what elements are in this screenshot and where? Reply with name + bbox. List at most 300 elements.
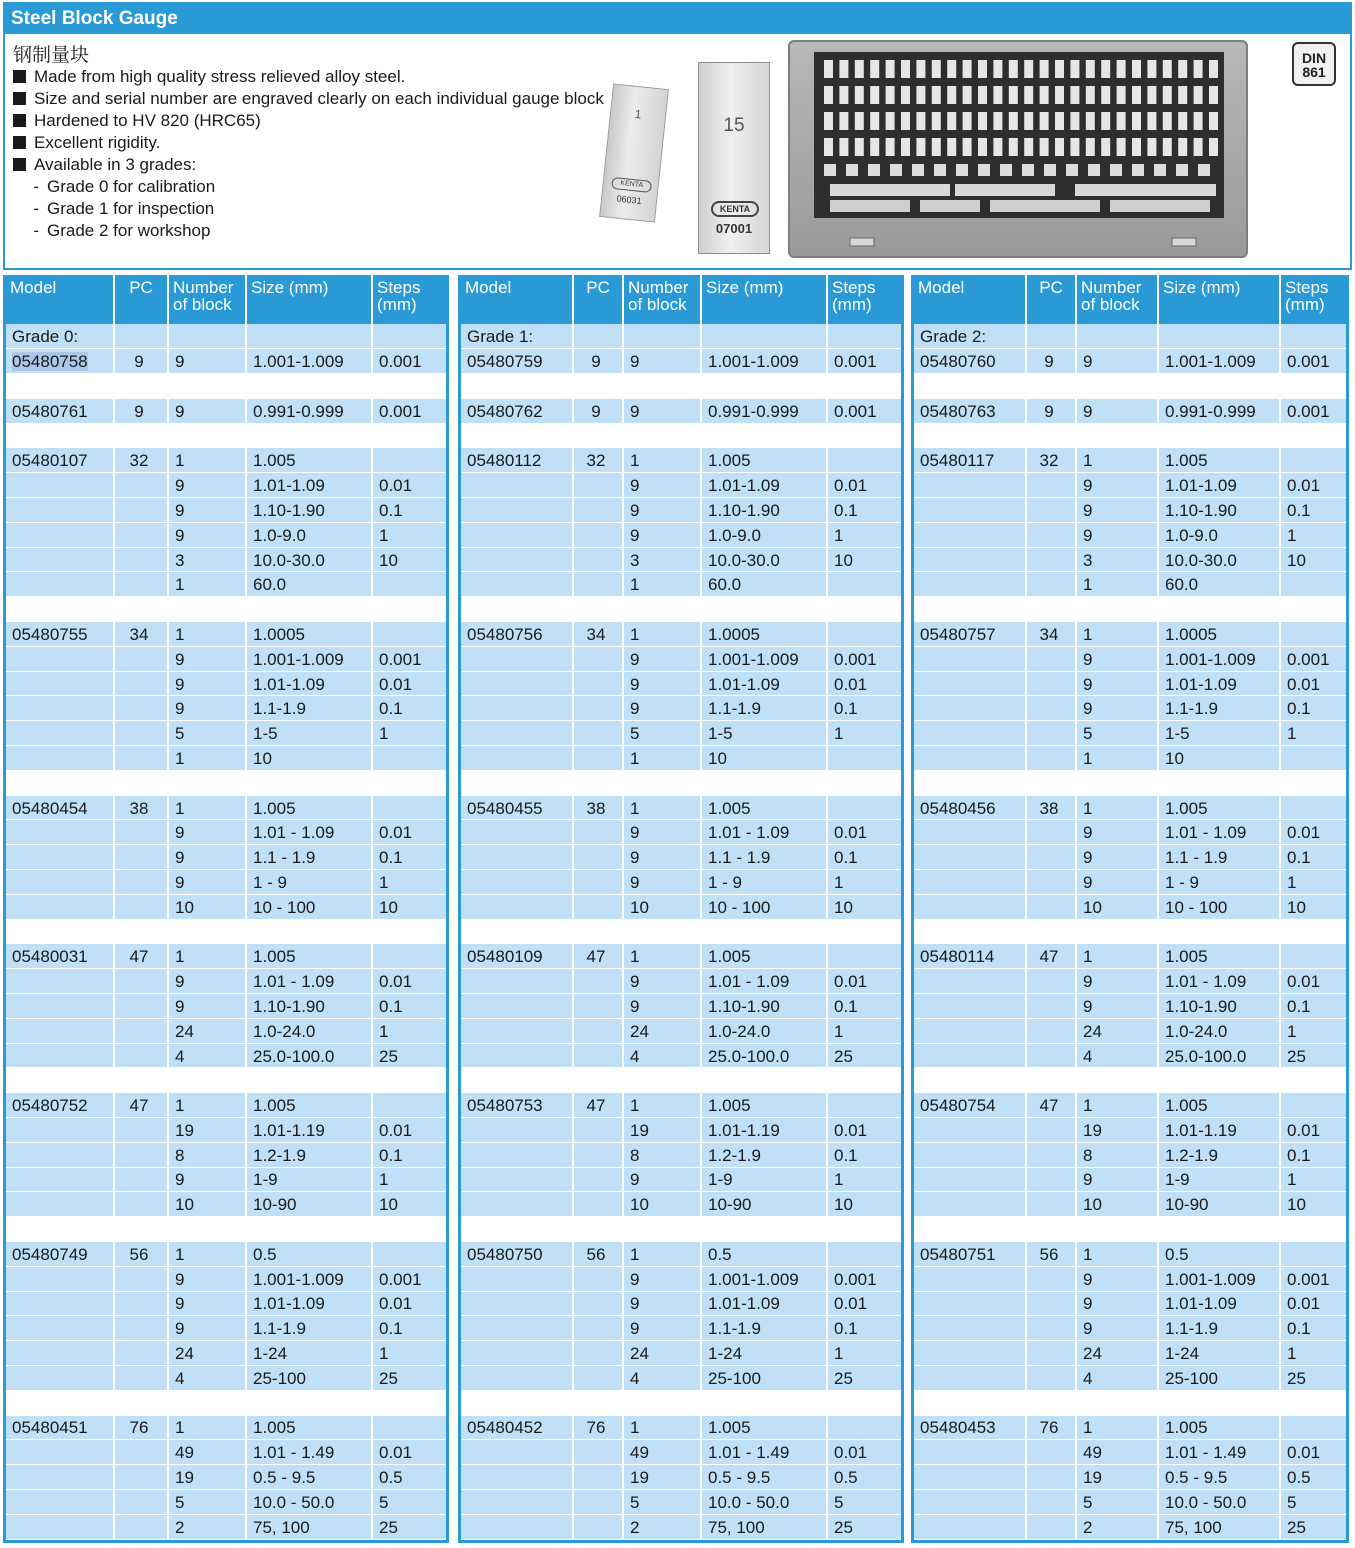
size-cell: 1.001-1.009 xyxy=(1158,1266,1280,1291)
size-cell: 1.01 - 1.09 xyxy=(246,820,372,845)
model-cell xyxy=(914,845,1026,870)
size-cell: 1.005 xyxy=(1158,795,1280,820)
model-cell xyxy=(914,498,1026,523)
steps-cell xyxy=(372,1093,446,1118)
pc-cell xyxy=(1026,1440,1076,1465)
table-row xyxy=(461,547,901,572)
table-row xyxy=(461,1118,901,1143)
block-count-cell: 8 xyxy=(168,1142,246,1167)
table-row xyxy=(914,448,1346,473)
block-count-cell: 9 xyxy=(1076,845,1158,870)
table-row xyxy=(461,349,901,374)
case-block-slot xyxy=(824,138,833,156)
case-latch-icon xyxy=(850,238,874,246)
table-row xyxy=(914,522,1346,547)
table-row xyxy=(6,448,446,473)
page-title: Steel Block Gauge xyxy=(11,8,178,29)
block-count-cell: 10 xyxy=(1076,894,1158,919)
size-cell: 10 xyxy=(246,746,372,771)
case-block-slot xyxy=(870,60,879,78)
model-cell xyxy=(914,1341,1026,1366)
model-cell: 05480456 xyxy=(914,795,1026,820)
pc-cell xyxy=(1026,1018,1076,1043)
steps-cell: 0.001 xyxy=(827,1266,901,1291)
size-cell: 1.001-1.009 xyxy=(246,1266,372,1291)
steps-cell: 0.1 xyxy=(827,845,901,870)
model-cell xyxy=(6,1514,114,1539)
table-row xyxy=(914,721,1346,746)
model-cell: 05480761 xyxy=(6,398,114,423)
table-row xyxy=(6,1241,446,1266)
model-cell xyxy=(6,572,114,597)
steps-cell: 1 xyxy=(1280,522,1346,547)
size-cell: 10.0 - 50.0 xyxy=(701,1489,827,1514)
case-block-slot xyxy=(1024,112,1033,130)
spacer-cell xyxy=(6,919,446,944)
case-block-slot xyxy=(1178,86,1187,104)
steps-cell: 1 xyxy=(372,721,446,746)
table-row xyxy=(914,1192,1346,1217)
table-row xyxy=(6,944,446,969)
size-cell: 1.01 - 1.49 xyxy=(1158,1440,1280,1465)
table-row xyxy=(461,845,901,870)
table-row xyxy=(461,646,901,671)
steps-cell: 0.01 xyxy=(827,1291,901,1316)
model-cell xyxy=(914,994,1026,1019)
case-block-slot xyxy=(978,112,987,130)
block-count-cell: 9 xyxy=(1076,1266,1158,1291)
case-block-slot xyxy=(839,112,848,130)
model-cell xyxy=(461,547,573,572)
case-block-slot xyxy=(1163,60,1172,78)
group-spacer xyxy=(461,919,901,944)
case-block-slot xyxy=(1209,86,1218,104)
table-row xyxy=(914,746,1346,771)
feature-item xyxy=(13,110,604,132)
column-header: Size (mm) xyxy=(1158,275,1280,324)
case-block-slot xyxy=(1163,138,1172,156)
steps-cell: 0.1 xyxy=(372,994,446,1019)
model-cell: 05480453 xyxy=(914,1415,1026,1440)
steps-cell: 0.5 xyxy=(1280,1465,1346,1490)
model-cell xyxy=(461,696,573,721)
bullet-square-icon xyxy=(13,92,26,105)
case-block-slot xyxy=(1040,112,1049,130)
size-cell: 1.01-1.19 xyxy=(701,1118,827,1143)
table-row xyxy=(461,1043,901,1068)
block-count-cell: 19 xyxy=(168,1118,246,1143)
case-block-slot xyxy=(1055,138,1064,156)
model-cell: 05480452 xyxy=(461,1415,573,1440)
feature-text: Excellent rigidity. xyxy=(34,133,161,152)
case-block-slot xyxy=(855,86,864,104)
model-cell: 05480109 xyxy=(461,944,573,969)
pc-cell xyxy=(1026,1365,1076,1390)
table-row xyxy=(6,1341,446,1366)
pc-cell xyxy=(1026,572,1076,597)
block-count-cell: 24 xyxy=(623,1341,701,1366)
size-cell: 1.01 - 1.49 xyxy=(701,1440,827,1465)
pc-cell: 56 xyxy=(114,1241,168,1266)
case-block-slot xyxy=(1040,86,1049,104)
case-block-slot xyxy=(1055,86,1064,104)
group-spacer xyxy=(461,597,901,622)
block-count-cell: 5 xyxy=(623,1489,701,1514)
block-count-cell: 24 xyxy=(1076,1018,1158,1043)
table-row xyxy=(914,398,1346,423)
size-cell: 10.0-30.0 xyxy=(701,547,827,572)
pc-cell xyxy=(1026,473,1076,498)
table-row xyxy=(6,1365,446,1390)
model-cell xyxy=(461,1043,573,1068)
table-row xyxy=(461,572,901,597)
case-block-slot xyxy=(1086,86,1095,104)
table-row xyxy=(461,1341,901,1366)
case-block-slot xyxy=(1040,60,1049,78)
size-cell: 1-24 xyxy=(1158,1341,1280,1366)
block-count-cell: 9 xyxy=(623,870,701,895)
steps-cell: 25 xyxy=(827,1365,901,1390)
group-spacer xyxy=(6,919,446,944)
pc-cell xyxy=(1026,820,1076,845)
steps-cell: 10 xyxy=(1280,547,1346,572)
block-count-cell: 9 xyxy=(1076,870,1158,895)
steps-cell: 10 xyxy=(827,1192,901,1217)
bullet-square-icon xyxy=(13,70,26,83)
grade-label-row xyxy=(461,324,901,349)
model-cell: 05480455 xyxy=(461,795,573,820)
model-cell: 05480031 xyxy=(6,944,114,969)
block-count-cell: 9 xyxy=(1076,671,1158,696)
model-cell xyxy=(6,349,114,374)
block-count-cell: 10 xyxy=(168,1192,246,1217)
case-block-slot xyxy=(1178,60,1187,78)
table-row xyxy=(914,845,1346,870)
case-block-slot xyxy=(830,200,910,212)
spacer-cell xyxy=(914,423,1346,448)
pc-cell: 56 xyxy=(573,1241,623,1266)
empty-cell xyxy=(573,324,623,349)
pc-cell xyxy=(1026,646,1076,671)
model-cell xyxy=(6,969,114,994)
steps-cell: 25 xyxy=(827,1514,901,1539)
steps-cell: 25 xyxy=(1280,1514,1346,1539)
size-cell: 25-100 xyxy=(246,1365,372,1390)
model-cell xyxy=(461,820,573,845)
pc-cell xyxy=(114,845,168,870)
model-cell xyxy=(6,870,114,895)
model-cell xyxy=(461,1341,573,1366)
case-block-slot xyxy=(955,184,1055,196)
case-block-slot xyxy=(956,164,968,176)
block-count-cell: 9 xyxy=(168,671,246,696)
model-cell xyxy=(461,1118,573,1143)
case-block-slot xyxy=(1000,164,1012,176)
table-row xyxy=(6,1489,446,1514)
case-block-slot xyxy=(901,86,910,104)
pc-cell xyxy=(114,1043,168,1068)
pc-cell: 38 xyxy=(114,795,168,820)
model-cell xyxy=(914,820,1026,845)
steps-cell: 0.001 xyxy=(372,349,446,374)
table-row xyxy=(914,349,1346,374)
table-row xyxy=(461,473,901,498)
case-block-slot xyxy=(1075,184,1170,196)
size-cell: 1.01-1.09 xyxy=(246,1291,372,1316)
table-row xyxy=(914,1018,1346,1043)
pc-cell xyxy=(1026,1514,1076,1539)
block-count-cell: 1 xyxy=(1076,1093,1158,1118)
table-row xyxy=(6,795,446,820)
model-cell xyxy=(6,1316,114,1341)
steps-cell: 0.1 xyxy=(1280,696,1346,721)
steps-cell: 0.01 xyxy=(372,1291,446,1316)
case-block-slot xyxy=(1070,60,1079,78)
pc-cell xyxy=(114,1167,168,1192)
table-row xyxy=(461,1142,901,1167)
case-block-slot xyxy=(1101,86,1110,104)
case-block-slot xyxy=(1117,86,1126,104)
block-count-cell: 10 xyxy=(168,894,246,919)
steps-cell: 1 xyxy=(1280,870,1346,895)
block-count-cell: 1 xyxy=(168,1241,246,1266)
table-row xyxy=(6,894,446,919)
block-count-cell: 19 xyxy=(168,1465,246,1490)
table-row xyxy=(6,1167,446,1192)
size-cell: 1.005 xyxy=(1158,448,1280,473)
steps-cell: 25 xyxy=(372,1043,446,1068)
pc-cell xyxy=(1026,547,1076,572)
block-count-cell: 9 xyxy=(168,1291,246,1316)
column-header: Steps (mm) xyxy=(1280,275,1346,324)
selected-model-text[interactable]: 05480758 xyxy=(12,352,88,372)
size-cell: 1.01-1.19 xyxy=(1158,1118,1280,1143)
table-row xyxy=(6,845,446,870)
column-header: Number of block xyxy=(168,275,246,324)
size-cell: 1-24 xyxy=(701,1341,827,1366)
pc-cell xyxy=(114,1440,168,1465)
feature-text: Grade 1 for inspection xyxy=(47,199,215,218)
table-row xyxy=(461,398,901,423)
case-block-slot xyxy=(1070,86,1079,104)
steps-cell: 0.1 xyxy=(827,696,901,721)
pc-cell xyxy=(1026,1192,1076,1217)
size-cell: 10 - 100 xyxy=(246,894,372,919)
pc-cell xyxy=(573,1365,623,1390)
table-row xyxy=(914,671,1346,696)
table-row xyxy=(914,969,1346,994)
table-row xyxy=(914,696,1346,721)
block-count-cell: 1 xyxy=(623,1415,701,1440)
size-cell: 1.01-1.09 xyxy=(1158,671,1280,696)
pc-cell: 47 xyxy=(573,1093,623,1118)
table-row xyxy=(461,1489,901,1514)
table-row xyxy=(461,1291,901,1316)
model-cell xyxy=(6,994,114,1019)
pc-cell xyxy=(1026,1489,1076,1514)
steps-cell: 0.01 xyxy=(372,473,446,498)
block-count-cell: 1 xyxy=(168,944,246,969)
feature-item xyxy=(13,154,604,176)
case-block-slot xyxy=(1086,112,1095,130)
steps-cell xyxy=(1280,1415,1346,1440)
pc-cell: 9 xyxy=(114,398,168,423)
pc-cell xyxy=(114,1489,168,1514)
pc-cell: 76 xyxy=(114,1415,168,1440)
steps-cell: 0.001 xyxy=(372,1266,446,1291)
pc-cell: 34 xyxy=(1026,622,1076,647)
block-count-cell: 8 xyxy=(623,1142,701,1167)
case-block-slot xyxy=(1055,112,1064,130)
model-cell xyxy=(461,994,573,1019)
model-cell xyxy=(6,746,114,771)
case-block-slot xyxy=(1194,138,1203,156)
size-cell: 10.0-30.0 xyxy=(1158,547,1280,572)
model-cell xyxy=(461,473,573,498)
table-row xyxy=(6,870,446,895)
table-row xyxy=(461,994,901,1019)
pc-cell xyxy=(1026,1291,1076,1316)
din-badge-line1: DIN xyxy=(1301,50,1327,66)
size-cell: 1.1 - 1.9 xyxy=(246,845,372,870)
pc-cell: 38 xyxy=(573,795,623,820)
spacer-cell xyxy=(6,374,446,399)
steps-cell xyxy=(827,448,901,473)
pc-cell: 47 xyxy=(1026,1093,1076,1118)
case-block-slot xyxy=(824,86,833,104)
dash-bullet-icon: - xyxy=(33,199,39,218)
block-count-cell: 9 xyxy=(168,1316,246,1341)
table-row xyxy=(6,1192,446,1217)
case-block-slot xyxy=(947,60,956,78)
model-cell xyxy=(461,1465,573,1490)
size-cell: 25.0-100.0 xyxy=(701,1043,827,1068)
case-block-slot xyxy=(990,200,1100,212)
steps-cell xyxy=(827,746,901,771)
model-cell: 05480753 xyxy=(461,1093,573,1118)
size-cell: 1 - 9 xyxy=(1158,870,1280,895)
steps-cell xyxy=(372,944,446,969)
block-count-cell: 9 xyxy=(168,994,246,1019)
steps-cell: 1 xyxy=(1280,1341,1346,1366)
pc-cell xyxy=(573,671,623,696)
spacer-cell xyxy=(6,770,446,795)
size-cell: 1.005 xyxy=(246,795,372,820)
table-row xyxy=(6,498,446,523)
empty-cell xyxy=(168,324,246,349)
block-count-cell: 9 xyxy=(168,646,246,671)
case-block-slot xyxy=(846,164,858,176)
grade-label: Grade 0: xyxy=(6,324,114,349)
spacer-cell xyxy=(461,597,901,622)
block-count-cell: 9 xyxy=(1076,498,1158,523)
size-cell: 1.01 - 1.09 xyxy=(246,969,372,994)
pc-cell xyxy=(573,1142,623,1167)
model-cell xyxy=(6,1043,114,1068)
model-cell: 05480759 xyxy=(461,349,573,374)
case-block-slot xyxy=(1101,112,1110,130)
model-cell xyxy=(914,1167,1026,1192)
case-block-slot xyxy=(947,112,956,130)
steps-cell: 0.01 xyxy=(372,671,446,696)
case-block-slot xyxy=(912,164,924,176)
steps-cell xyxy=(1280,944,1346,969)
size-cell: 1.01-1.19 xyxy=(246,1118,372,1143)
block-count-cell: 1 xyxy=(1076,746,1158,771)
pc-cell xyxy=(573,473,623,498)
steps-cell: 0.1 xyxy=(827,1142,901,1167)
model-cell xyxy=(461,721,573,746)
table-row xyxy=(461,1093,901,1118)
empty-cell xyxy=(1076,324,1158,349)
pc-cell xyxy=(114,522,168,547)
block-count-cell: 9 xyxy=(168,398,246,423)
case-block-slot xyxy=(1009,86,1018,104)
pc-cell xyxy=(114,1514,168,1539)
size-cell: 1.01-1.09 xyxy=(246,671,372,696)
block-count-cell: 1 xyxy=(1076,622,1158,647)
size-cell: 1.01 - 1.09 xyxy=(1158,969,1280,994)
model-cell: 05480755 xyxy=(6,622,114,647)
model-cell: 05480750 xyxy=(461,1241,573,1266)
block-count-cell: 2 xyxy=(623,1514,701,1539)
steps-cell xyxy=(1280,1241,1346,1266)
block-count-cell: 24 xyxy=(168,1018,246,1043)
model-cell xyxy=(461,1142,573,1167)
pc-cell xyxy=(1026,671,1076,696)
feature-item xyxy=(13,66,604,88)
steps-cell: 1 xyxy=(372,522,446,547)
block-count-cell: 10 xyxy=(1076,1192,1158,1217)
pc-cell xyxy=(573,1266,623,1291)
steps-cell: 10 xyxy=(827,894,901,919)
model-cell xyxy=(461,671,573,696)
size-cell: 1.001-1.009 xyxy=(701,1266,827,1291)
steps-cell: 10 xyxy=(372,1192,446,1217)
model-cell xyxy=(914,572,1026,597)
size-cell: 60.0 xyxy=(1158,572,1280,597)
pc-cell xyxy=(573,1316,623,1341)
pc-cell xyxy=(573,820,623,845)
block-count-cell: 4 xyxy=(1076,1365,1158,1390)
pc-cell xyxy=(573,522,623,547)
block-count-cell: 5 xyxy=(168,1489,246,1514)
case-block-slot xyxy=(855,112,864,130)
model-cell xyxy=(461,1514,573,1539)
pc-cell xyxy=(573,845,623,870)
steps-cell: 0.001 xyxy=(372,398,446,423)
pc-cell xyxy=(114,1018,168,1043)
case-block-slot xyxy=(916,86,925,104)
size-cell: 1.10-1.90 xyxy=(246,994,372,1019)
block-count-cell: 1 xyxy=(1076,1241,1158,1266)
table-row xyxy=(461,1365,901,1390)
block-count-cell: 9 xyxy=(1076,820,1158,845)
case-block-slot xyxy=(932,86,941,104)
table-row xyxy=(6,622,446,647)
steps-cell: 10 xyxy=(372,547,446,572)
size-cell: 1.001-1.009 xyxy=(701,349,827,374)
feature-item xyxy=(13,132,604,154)
case-block-slot xyxy=(1132,164,1144,176)
pc-cell: 47 xyxy=(114,1093,168,1118)
size-cell: 1-5 xyxy=(1158,721,1280,746)
pc-cell: 9 xyxy=(1026,349,1076,374)
grade-label-row xyxy=(914,324,1346,349)
steps-cell xyxy=(372,572,446,597)
table-row xyxy=(914,1514,1346,1539)
block-count-cell: 9 xyxy=(1076,646,1158,671)
